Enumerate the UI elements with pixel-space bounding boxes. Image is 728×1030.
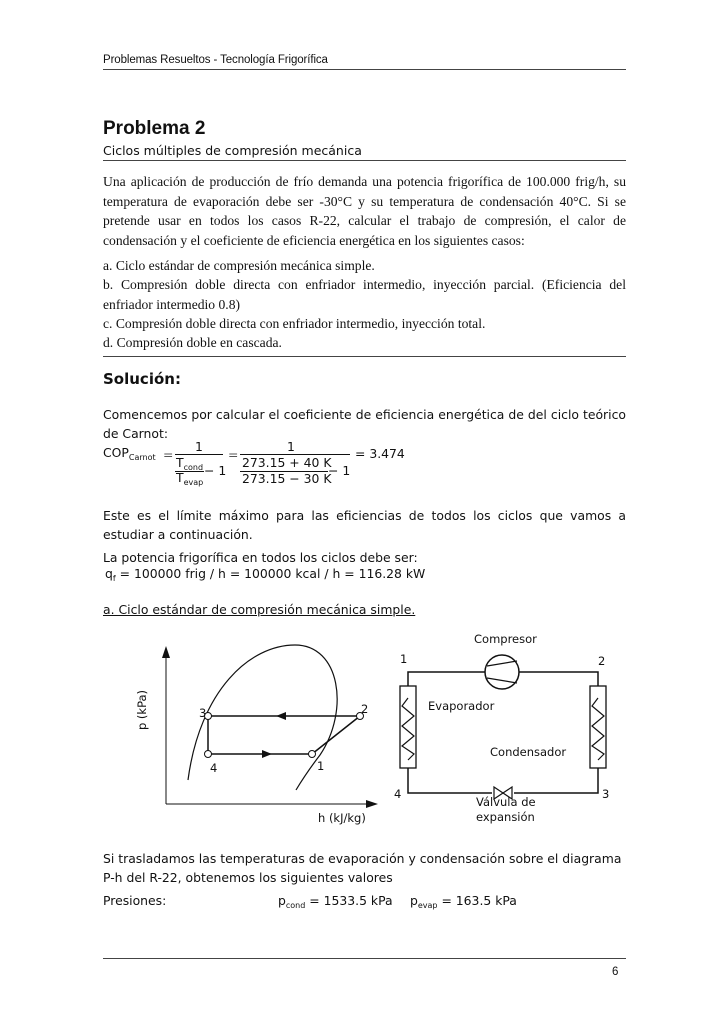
minus-one-1: − 1 xyxy=(204,463,227,478)
pressures-label: Presiones: xyxy=(103,893,167,908)
minus-one-2: − 1 xyxy=(328,463,351,478)
p-evap: $p_{evap} = 163.5$ kPa xyxy=(410,893,517,910)
problem-statement: Una aplicación de producción de frío demanda una potencia frigorífica de 100.000 frig/h, su temperatura de evaporación debe ser -30°C y su temperatura de condensación 40°C. Si se pretende usar en todos los casos R-22, calcular el trabajo de compresión, el calor de condensación y el coeficiente de eficiencia energética en los siguientes casos: xyxy=(103,174,626,248)
compressor-icon xyxy=(485,655,519,689)
ph-label-3: 3 xyxy=(199,706,207,720)
ph-label-1: 1 xyxy=(317,759,325,773)
valve-label-1: Válvula de xyxy=(476,795,536,809)
carnot-result: = 3.474 xyxy=(355,446,405,461)
circuit-label-1: 1 xyxy=(400,652,408,666)
ph-point-4 xyxy=(205,751,212,758)
section-a-heading: a. Ciclo estándar de compresión mecánica simple. xyxy=(103,602,416,617)
ph-point-1 xyxy=(309,751,316,758)
p-cond: $p_{cond} = 1533.5$ kPa xyxy=(278,893,393,910)
statement-rule xyxy=(103,356,626,357)
case-a: a. Ciclo estándar de compresión mecánica simple. xyxy=(103,258,375,273)
problem-subtitle: Ciclos múltiples de compresión mecánica xyxy=(103,143,362,158)
power-equation: $q_f = 100000$ frig / h = 100000 kcal / h = 116.28 kW xyxy=(105,566,426,583)
compressor-label: Compresor xyxy=(474,632,537,646)
circuit-label-4: 4 xyxy=(394,787,402,801)
evaporation-arrow xyxy=(262,750,272,758)
ph-diagram xyxy=(110,630,380,835)
evaporator-label: Evaporador xyxy=(428,699,495,713)
case-d: d. Compresión doble en cascada. xyxy=(103,335,282,350)
top-expression: 273.15 + 40 K xyxy=(242,455,332,470)
ph-x-label: h (kJ/kg) xyxy=(318,811,366,825)
ph-x-arrow xyxy=(366,800,378,808)
case-c: c. Compresión doble directa con enfriador intermedio, inyección total. xyxy=(103,316,486,331)
transfer-paragraph: Si trasladamos las temperaturas de evaporación y condensación sobre el diagrama P-h del R-22, obtenemos los siguientes valores xyxy=(103,851,622,885)
equals-2: = xyxy=(228,447,239,462)
case-b: b. Compresión doble directa con enfriador intermedio, inyección parcial. (Eficiencia del enfriador intermedio 0.8) xyxy=(103,277,626,312)
circuit-diagram xyxy=(390,628,630,828)
ph-y-label: p (kPa) xyxy=(135,689,149,731)
solution-heading: Solución: xyxy=(103,370,181,388)
page-number: 6 xyxy=(612,966,619,978)
valve-label-2: expansión xyxy=(476,810,535,824)
running-header: Problemas Resueltos - Tecnología Frigorífica xyxy=(103,54,328,66)
footer-rule xyxy=(103,958,626,959)
condenser-label: Condensador xyxy=(490,745,567,759)
power-paragraph: La potencia frigorífica en todos los ciclos debe ser: xyxy=(103,550,418,565)
ph-y-arrow xyxy=(162,646,170,658)
condensation-arrow xyxy=(276,712,286,720)
fraction2-numerator: 1 xyxy=(287,439,295,454)
ph-label-2: 2 xyxy=(361,702,369,716)
subtitle-rule xyxy=(103,160,626,161)
header-rule xyxy=(103,69,626,70)
solution-intro: Comencemos por calcular el coeficiente de eficiencia energética de del ciclo teórico de Carnot: xyxy=(103,407,626,441)
circuit-loop xyxy=(408,672,598,793)
fraction1-numerator: 1 xyxy=(195,439,203,454)
problem-title: Problema 2 xyxy=(103,118,206,139)
ph-label-4: 4 xyxy=(210,761,218,775)
cop-symbol: $COP_{Carnot}$ xyxy=(103,445,156,462)
circuit-label-3: 3 xyxy=(602,787,610,801)
circuit-label-2: 2 xyxy=(598,654,606,668)
bottom-expression: 273.15 − 30 K xyxy=(242,471,332,486)
limit-paragraph: Este es el límite máximo para las eficiencias de todos los ciclos que vamos a estudiar a continuación. xyxy=(103,508,626,542)
t-cond: $T_{cond}$ xyxy=(176,455,204,472)
compression-line xyxy=(312,716,360,754)
t-evap: $T_{evap}$ xyxy=(176,470,204,487)
equals-1: = xyxy=(163,447,174,462)
